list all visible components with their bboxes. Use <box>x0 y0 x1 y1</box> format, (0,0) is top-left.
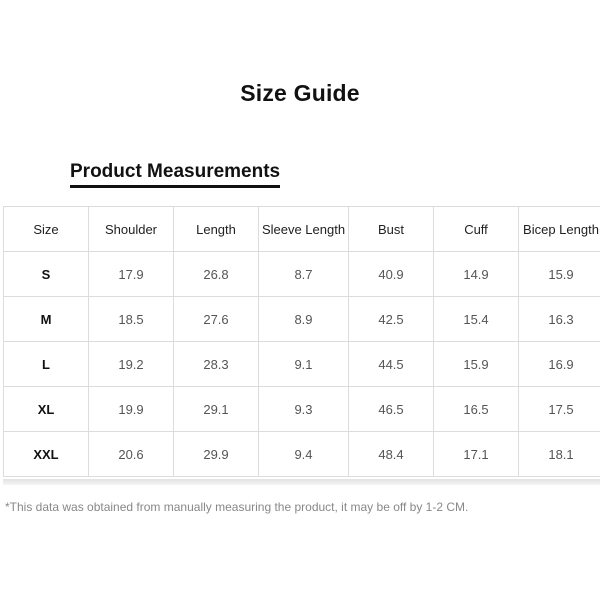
table-cell: 20.6 <box>89 432 174 477</box>
table-cell: 17.1 <box>434 432 519 477</box>
table-row <box>4 252 600 297</box>
table-row <box>4 297 600 342</box>
column-header-bust: Bust <box>349 207 434 252</box>
size-label: M <box>4 297 89 342</box>
table-cell: 40.9 <box>349 252 434 297</box>
table-cell: 17.5 <box>519 387 600 432</box>
column-header-bicep-length: Bicep Length <box>519 207 600 252</box>
table-cell: 26.8 <box>174 252 259 297</box>
table-cell: 8.7 <box>259 252 349 297</box>
column-header-shoulder: Shoulder <box>89 207 174 252</box>
table-cell: 42.5 <box>349 297 434 342</box>
column-header-length: Length <box>174 207 259 252</box>
size-label: XL <box>4 387 89 432</box>
table-cell: 27.6 <box>174 297 259 342</box>
table-cell: 9.4 <box>259 432 349 477</box>
section-title: Product Measurements <box>70 160 280 188</box>
column-header-size: Size <box>4 207 89 252</box>
table-header-row <box>4 207 600 252</box>
footnote: *This data was obtained from manually measuring the product, it may be off by 1-2 CM. <box>5 500 469 514</box>
table-cell: 18.1 <box>519 432 600 477</box>
size-table-container <box>3 206 600 477</box>
size-table <box>3 206 600 477</box>
table-cell: 15.9 <box>434 342 519 387</box>
table-cell: 9.1 <box>259 342 349 387</box>
table-cell: 19.9 <box>89 387 174 432</box>
table-row <box>4 432 600 477</box>
table-cell: 28.3 <box>174 342 259 387</box>
table-cell: 44.5 <box>349 342 434 387</box>
table-cell: 15.4 <box>434 297 519 342</box>
table-cell: 17.9 <box>89 252 174 297</box>
column-header-cuff: Cuff <box>434 207 519 252</box>
table-cell: 29.1 <box>174 387 259 432</box>
table-row <box>4 342 600 387</box>
size-label: XXL <box>4 432 89 477</box>
table-bottom-shadow <box>3 479 600 485</box>
table-cell: 16.9 <box>519 342 600 387</box>
column-header-sleeve-length: Sleeve Length <box>259 207 349 252</box>
table-cell: 9.3 <box>259 387 349 432</box>
table-cell: 14.9 <box>434 252 519 297</box>
table-cell: 16.5 <box>434 387 519 432</box>
table-cell: 18.5 <box>89 297 174 342</box>
table-cell: 8.9 <box>259 297 349 342</box>
table-row <box>4 387 600 432</box>
size-label: L <box>4 342 89 387</box>
table-cell: 29.9 <box>174 432 259 477</box>
table-cell: 46.5 <box>349 387 434 432</box>
table-cell: 15.9 <box>519 252 600 297</box>
table-cell: 16.3 <box>519 297 600 342</box>
page-title: Size Guide <box>240 80 360 106</box>
table-cell: 48.4 <box>349 432 434 477</box>
size-label: S <box>4 252 89 297</box>
table-cell: 19.2 <box>89 342 174 387</box>
